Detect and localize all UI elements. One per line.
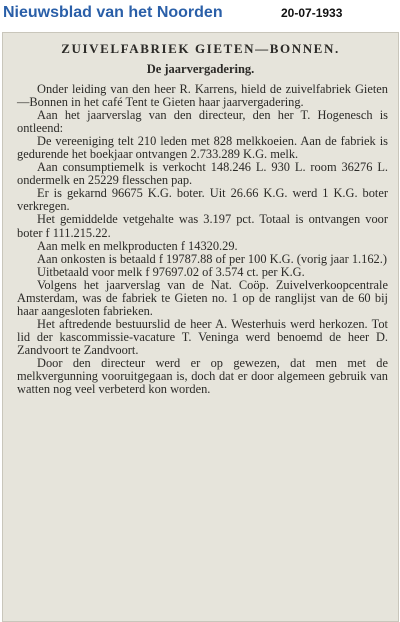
paragraph: Aan consumptiemelk is verkocht 148.246 L. 930 L. room 36276 L. ondermelk en 25229 flesschen pap. [17,160,388,188]
paragraph: Door den directeur werd er op gewezen, dat men met de melkvergunning vooruitgegaan is, doch dat er door algemeen gebruik van watten nog veel verbeterd kon worden. [17,355,388,397]
newspaper-clipping [2,32,399,622]
paragraph: Onder leiding van den heer R. Karrens, hield de zuivelfabriek Gieten—Bonnen in het café Tent te Gieten haar jaarvergadering. [17,82,388,110]
paragraph: Uitbetaald voor melk f 97697.02 of 3.574 ct. per K.G. [37,264,305,279]
paragraph: Aan melk en melkproducten f 14320.29. [37,238,238,253]
newspaper-title: Nieuwsblad van het Noorden [3,4,223,21]
paragraph: De vereeniging telt 210 leden met 828 melkkoeien. Aan de fabriek is gedurende het boekjaar ontvangen 2.733.289 K.G. melk. [17,134,388,162]
paragraph: Aan het jaarverslag van den directeur, den her T. Hogenesch is ontleend: [17,108,388,136]
paragraph: Volgens het jaarverslag van de Nat. Coöp. Zuivelverkoopcentrale Amsterdam, was de fabriek te Gieten no. 1 op de ranglijst van de 60 bij haar aangesloten fabrieken. [17,277,388,318]
publication-date: 20-07-1933 [281,6,343,20]
article-body [17,83,388,396]
paragraph: Aan onkosten is betaald f 19787.88 of per 100 K.G. (vorig jaar 1.162.) [37,251,387,266]
masthead [0,0,400,30]
paragraph: Het aftredende bestuurslid de heer A. Westerhuis werd herkozen. Tot lid der kascommissie-vacature T. Veninga werd benoemd de heer D. Zandvoort te Zandvoort. [17,316,388,357]
paragraph: Het gemiddelde vetgehalte was 3.197 pct. Totaal is ontvangen voor boter f 111.215.22. [17,212,388,240]
article-headline: ZUIVELFABRIEK GIETEN—BONNEN. [61,41,340,56]
paragraph: Er is gekarnd 96675 K.G. boter. Uit 26.66 K.G. werd 1 K.G. boter verkregen. [17,186,388,214]
article-subheadline: De jaarvergadering. [146,62,255,76]
